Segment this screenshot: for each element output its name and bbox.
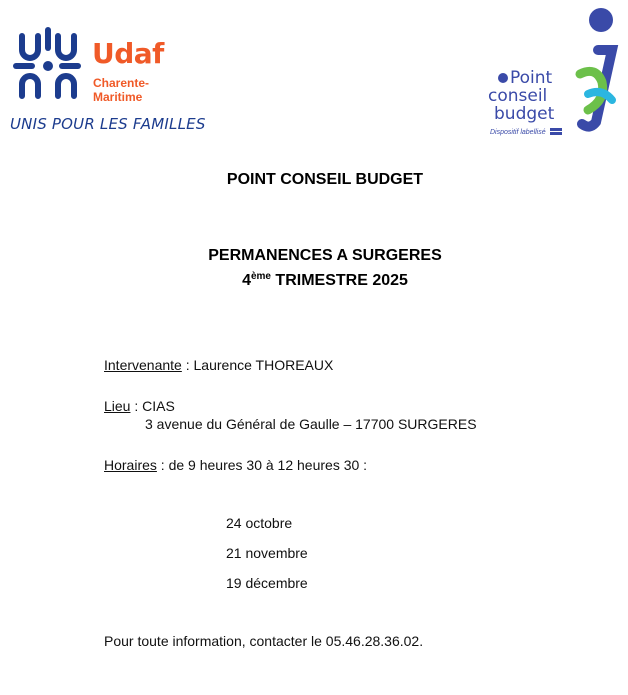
document-title: POINT CONSEIL BUDGET	[226, 171, 424, 188]
contact-info: Pour toute information, contacter le 05.46.28.36.02.	[104, 633, 424, 649]
pcb-word-conseil: conseil	[488, 86, 548, 106]
subtitle-permanences: PERMANENCES A SURGERES	[208, 247, 442, 264]
pcb-label: Dispositif labellisé	[490, 129, 546, 136]
horaires-value: : de 9 heures 30 à 12 heures 30 :	[156, 457, 368, 473]
pcb-word-budget: budget	[494, 104, 555, 124]
horaires-line	[104, 457, 367, 473]
udaf-name: Udaf	[92, 37, 164, 70]
trimestre-number: 4	[242, 272, 251, 289]
date-item: 19 décembre	[226, 575, 308, 591]
trimestre-suffix: ème	[250, 271, 271, 282]
subtitle-trimestre	[0, 272, 628, 290]
lieu-label: Lieu	[104, 398, 131, 414]
udaf-tagline: UNIS POUR LES FAMILLES	[10, 115, 206, 133]
intervenante-value: : Laurence THOREAUX	[181, 357, 334, 373]
date-item: 21 novembre	[226, 545, 308, 561]
udaf-logo	[10, 26, 206, 148]
lieu-line	[104, 398, 175, 414]
lieu-address: 3 avenue du Général de Gaulle – 17700 SURGERES	[145, 416, 477, 432]
date-item: 24 octobre	[226, 515, 293, 531]
point-conseil-budget-logo	[484, 4, 624, 144]
horaires-label: Horaires	[104, 457, 157, 473]
udaf-emblem-icon	[10, 26, 86, 106]
intervenante-line	[104, 357, 333, 373]
udaf-region: Charente-Maritime	[93, 76, 150, 104]
pcb-word-point: Point	[510, 68, 553, 88]
trimestre-rest: TRIMESTRE 2025	[270, 272, 408, 289]
intervenante-label: Intervenante	[104, 357, 182, 373]
lieu-value: : CIAS	[130, 398, 175, 414]
